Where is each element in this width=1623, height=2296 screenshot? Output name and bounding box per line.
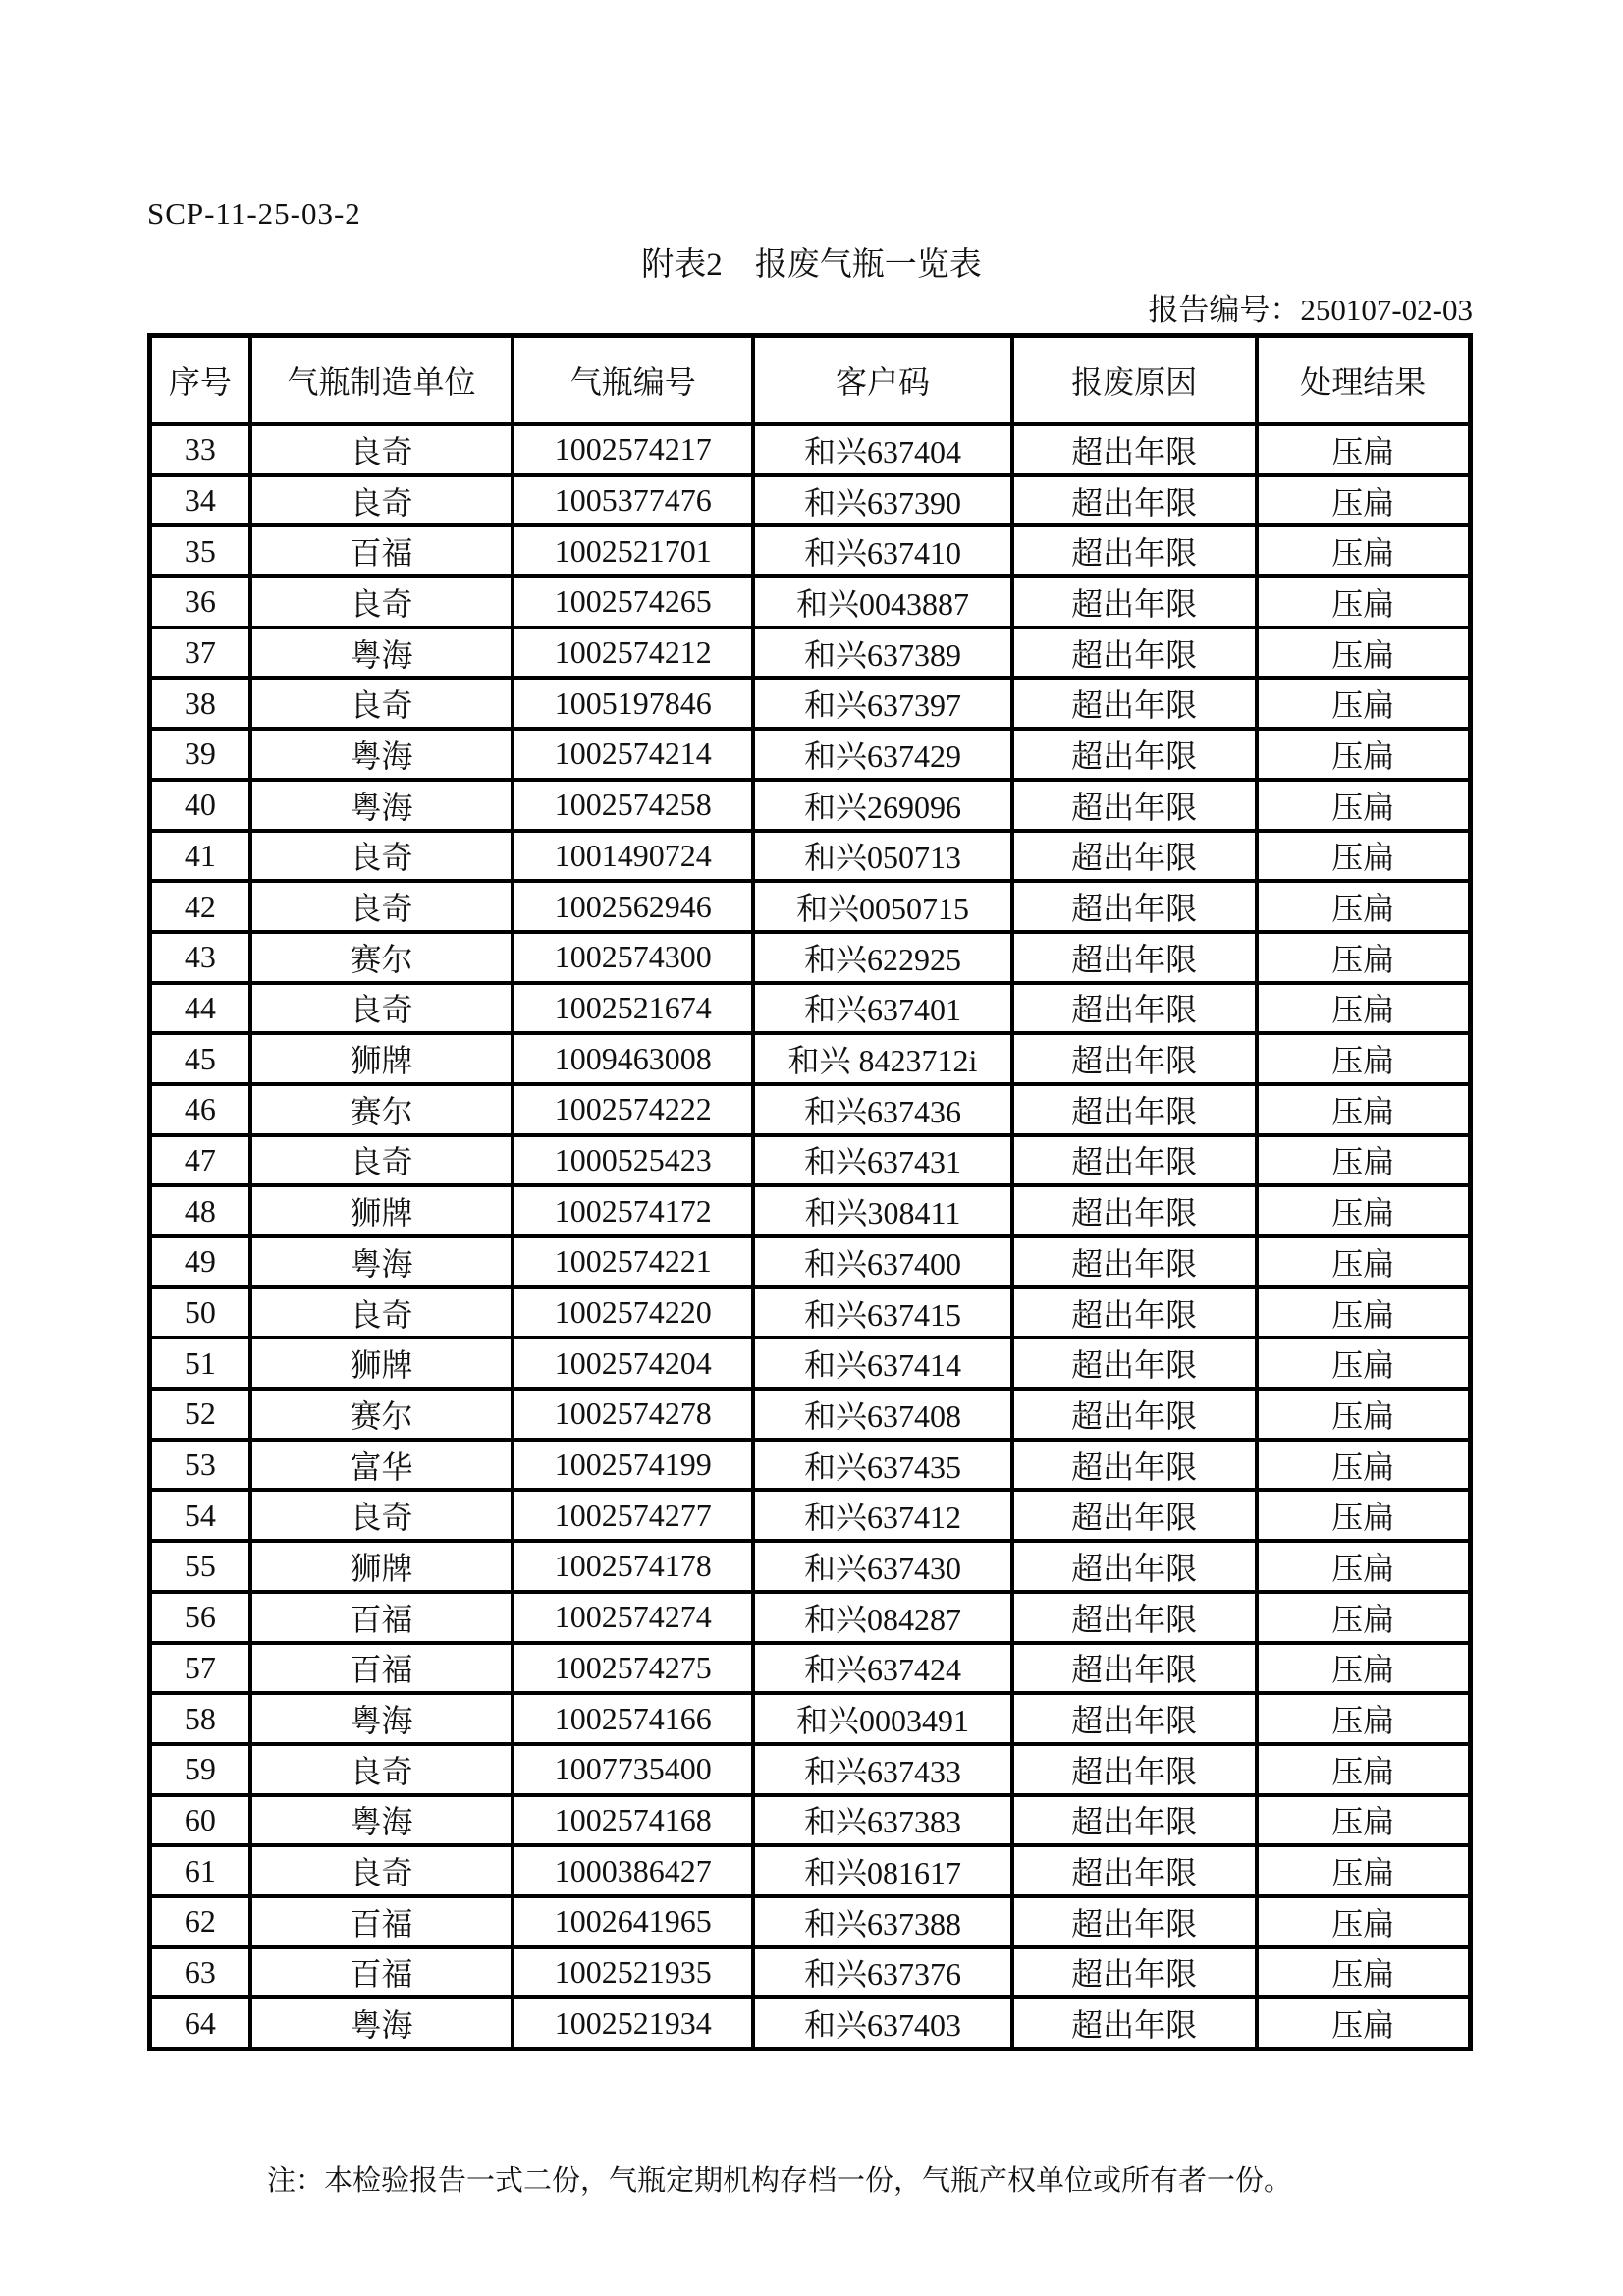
table-row bbox=[150, 1795, 1471, 1846]
cell-index: 36 bbox=[150, 576, 250, 628]
cell-index: 43 bbox=[150, 932, 250, 983]
table-row bbox=[150, 1236, 1471, 1287]
cell-disposal-result: 压扁 bbox=[1257, 1135, 1471, 1186]
table-row bbox=[150, 475, 1471, 526]
cell-disposal-result: 压扁 bbox=[1257, 1236, 1471, 1287]
cell-index: 35 bbox=[150, 525, 250, 576]
table-row bbox=[150, 780, 1471, 831]
cell-disposal-result: 压扁 bbox=[1257, 475, 1471, 526]
cell-disposal-result: 压扁 bbox=[1257, 1185, 1471, 1236]
table-row bbox=[150, 1287, 1471, 1339]
cell-manufacturer: 百福 bbox=[250, 1947, 514, 1998]
table-row bbox=[150, 678, 1471, 729]
cell-manufacturer: 良奇 bbox=[250, 1744, 514, 1795]
cell-index: 52 bbox=[150, 1389, 250, 1440]
cell-cylinder-no: 1002574178 bbox=[513, 1541, 753, 1592]
cell-index: 39 bbox=[150, 729, 250, 780]
cell-manufacturer: 良奇 bbox=[250, 881, 514, 932]
cell-cylinder-no: 1002574222 bbox=[513, 1084, 753, 1135]
cell-customer-code: 和兴269096 bbox=[753, 780, 1012, 831]
cell-manufacturer: 粤海 bbox=[250, 780, 514, 831]
cell-manufacturer: 赛尔 bbox=[250, 1389, 514, 1440]
cell-cylinder-no: 1002574300 bbox=[513, 932, 753, 983]
cell-scrap-reason: 超出年限 bbox=[1012, 1947, 1257, 1998]
cell-cylinder-no: 1002574199 bbox=[513, 1440, 753, 1491]
table-row bbox=[150, 1896, 1471, 1947]
table-row bbox=[150, 1643, 1471, 1694]
cell-manufacturer: 赛尔 bbox=[250, 932, 514, 983]
cell-cylinder-no: 1002574212 bbox=[513, 628, 753, 679]
cell-manufacturer: 百福 bbox=[250, 1643, 514, 1694]
table-head-row bbox=[150, 336, 1471, 425]
cell-customer-code: 和兴637404 bbox=[753, 424, 1012, 475]
cell-manufacturer: 良奇 bbox=[250, 424, 514, 475]
cell-customer-code: 和兴637376 bbox=[753, 1947, 1012, 1998]
cell-disposal-result: 压扁 bbox=[1257, 831, 1471, 882]
table-row bbox=[150, 1592, 1471, 1643]
column-header-manufacturer: 气瓶制造单位 bbox=[250, 336, 514, 425]
table-row bbox=[150, 1135, 1471, 1186]
cell-scrap-reason: 超出年限 bbox=[1012, 983, 1257, 1034]
cell-disposal-result: 压扁 bbox=[1257, 1997, 1471, 2049]
cell-manufacturer: 粤海 bbox=[250, 1997, 514, 2049]
cell-customer-code: 和兴622925 bbox=[753, 932, 1012, 983]
cell-cylinder-no: 1002574275 bbox=[513, 1643, 753, 1694]
table-row bbox=[150, 424, 1471, 475]
cell-disposal-result: 压扁 bbox=[1257, 678, 1471, 729]
table-row bbox=[150, 1033, 1471, 1084]
cell-customer-code: 和兴637415 bbox=[753, 1287, 1012, 1339]
cell-scrap-reason: 超出年限 bbox=[1012, 1338, 1257, 1389]
cell-scrap-reason: 超出年限 bbox=[1012, 1845, 1257, 1896]
cell-cylinder-no: 1002574168 bbox=[513, 1795, 753, 1846]
cell-cylinder-no: 1002574166 bbox=[513, 1693, 753, 1744]
cell-cylinder-no: 1002574265 bbox=[513, 576, 753, 628]
cell-index: 33 bbox=[150, 424, 250, 475]
cell-manufacturer: 狮牌 bbox=[250, 1338, 514, 1389]
cell-disposal-result: 压扁 bbox=[1257, 1541, 1471, 1592]
cell-disposal-result: 压扁 bbox=[1257, 628, 1471, 679]
cell-scrap-reason: 超出年限 bbox=[1012, 1693, 1257, 1744]
cell-customer-code: 和兴637389 bbox=[753, 628, 1012, 679]
column-header-disposal-result: 处理结果 bbox=[1257, 336, 1471, 425]
table-row bbox=[150, 1541, 1471, 1592]
cell-disposal-result: 压扁 bbox=[1257, 1744, 1471, 1795]
table-row bbox=[150, 1997, 1471, 2049]
column-header-cylinder-no: 气瓶编号 bbox=[513, 336, 753, 425]
cell-disposal-result: 压扁 bbox=[1257, 1084, 1471, 1135]
table-row bbox=[150, 628, 1471, 679]
table-row bbox=[150, 932, 1471, 983]
cell-index: 34 bbox=[150, 475, 250, 526]
cell-index: 40 bbox=[150, 780, 250, 831]
cell-disposal-result: 压扁 bbox=[1257, 424, 1471, 475]
cell-disposal-result: 压扁 bbox=[1257, 1795, 1471, 1846]
cell-scrap-reason: 超出年限 bbox=[1012, 424, 1257, 475]
cell-cylinder-no: 1000386427 bbox=[513, 1845, 753, 1896]
cell-customer-code: 和兴081617 bbox=[753, 1845, 1012, 1896]
table-row bbox=[150, 1084, 1471, 1135]
cell-customer-code: 和兴 8423712i bbox=[753, 1033, 1012, 1084]
cell-manufacturer: 良奇 bbox=[250, 983, 514, 1034]
cell-scrap-reason: 超出年限 bbox=[1012, 932, 1257, 983]
page-title: 附表2 报废气瓶一览表 bbox=[641, 247, 982, 283]
cell-scrap-reason: 超出年限 bbox=[1012, 576, 1257, 628]
scrap-cylinder-table-container bbox=[147, 333, 1473, 2051]
scrap-cylinder-table bbox=[147, 333, 1473, 2051]
cell-manufacturer: 狮牌 bbox=[250, 1033, 514, 1084]
cell-scrap-reason: 超出年限 bbox=[1012, 1389, 1257, 1440]
cell-cylinder-no: 1007735400 bbox=[513, 1744, 753, 1795]
cell-cylinder-no: 1002574214 bbox=[513, 729, 753, 780]
cell-customer-code: 和兴637414 bbox=[753, 1338, 1012, 1389]
table-row bbox=[150, 881, 1471, 932]
cell-manufacturer: 百福 bbox=[250, 1592, 514, 1643]
cell-customer-code: 和兴637403 bbox=[753, 1997, 1012, 2049]
cell-customer-code: 和兴637408 bbox=[753, 1389, 1012, 1440]
cell-disposal-result: 压扁 bbox=[1257, 1490, 1471, 1541]
cell-disposal-result: 压扁 bbox=[1257, 729, 1471, 780]
cell-disposal-result: 压扁 bbox=[1257, 1693, 1471, 1744]
cell-scrap-reason: 超出年限 bbox=[1012, 1643, 1257, 1694]
cell-disposal-result: 压扁 bbox=[1257, 983, 1471, 1034]
cell-index: 38 bbox=[150, 678, 250, 729]
cell-disposal-result: 压扁 bbox=[1257, 1845, 1471, 1896]
cell-cylinder-no: 1002574258 bbox=[513, 780, 753, 831]
table-row bbox=[150, 1440, 1471, 1491]
cell-disposal-result: 压扁 bbox=[1257, 1947, 1471, 1998]
cell-index: 50 bbox=[150, 1287, 250, 1339]
cell-cylinder-no: 1001490724 bbox=[513, 831, 753, 882]
cell-disposal-result: 压扁 bbox=[1257, 1287, 1471, 1339]
cell-manufacturer: 粤海 bbox=[250, 628, 514, 679]
cell-scrap-reason: 超出年限 bbox=[1012, 881, 1257, 932]
cell-manufacturer: 狮牌 bbox=[250, 1185, 514, 1236]
column-header-customer-code: 客户码 bbox=[753, 336, 1012, 425]
cell-customer-code: 和兴084287 bbox=[753, 1592, 1012, 1643]
report-number-line bbox=[1148, 285, 1473, 329]
cell-disposal-result: 压扁 bbox=[1257, 1592, 1471, 1643]
cell-index: 58 bbox=[150, 1693, 250, 1744]
cell-customer-code: 和兴637412 bbox=[753, 1490, 1012, 1541]
table-row bbox=[150, 983, 1471, 1034]
cell-scrap-reason: 超出年限 bbox=[1012, 1185, 1257, 1236]
cell-scrap-reason: 超出年限 bbox=[1012, 475, 1257, 526]
cell-scrap-reason: 超出年限 bbox=[1012, 1440, 1257, 1491]
table-body bbox=[150, 424, 1471, 2050]
cell-index: 49 bbox=[150, 1236, 250, 1287]
table-row bbox=[150, 1947, 1471, 1998]
cell-scrap-reason: 超出年限 bbox=[1012, 1287, 1257, 1339]
cell-cylinder-no: 1002574204 bbox=[513, 1338, 753, 1389]
cell-disposal-result: 压扁 bbox=[1257, 1440, 1471, 1491]
cell-manufacturer: 良奇 bbox=[250, 475, 514, 526]
cell-cylinder-no: 1000525423 bbox=[513, 1135, 753, 1186]
cell-index: 51 bbox=[150, 1338, 250, 1389]
table-row bbox=[150, 1338, 1471, 1389]
cell-manufacturer: 粤海 bbox=[250, 1236, 514, 1287]
cell-cylinder-no: 1002521934 bbox=[513, 1997, 753, 2049]
cell-index: 37 bbox=[150, 628, 250, 679]
cell-disposal-result: 压扁 bbox=[1257, 780, 1471, 831]
cell-manufacturer: 百福 bbox=[250, 525, 514, 576]
cell-scrap-reason: 超出年限 bbox=[1012, 678, 1257, 729]
column-header-scrap-reason: 报废原因 bbox=[1012, 336, 1257, 425]
cell-index: 63 bbox=[150, 1947, 250, 1998]
cell-scrap-reason: 超出年限 bbox=[1012, 1135, 1257, 1186]
cell-index: 61 bbox=[150, 1845, 250, 1896]
document-code: SCP-11-25-03-2 bbox=[147, 196, 361, 231]
cell-customer-code: 和兴0003491 bbox=[753, 1693, 1012, 1744]
cell-scrap-reason: 超出年限 bbox=[1012, 1084, 1257, 1135]
cell-index: 62 bbox=[150, 1896, 250, 1947]
cell-customer-code: 和兴637390 bbox=[753, 475, 1012, 526]
cell-manufacturer: 狮牌 bbox=[250, 1541, 514, 1592]
cell-cylinder-no: 1002574278 bbox=[513, 1389, 753, 1440]
cell-disposal-result: 压扁 bbox=[1257, 932, 1471, 983]
column-header-index: 序号 bbox=[150, 336, 250, 425]
cell-customer-code: 和兴637433 bbox=[753, 1744, 1012, 1795]
cell-customer-code: 和兴308411 bbox=[753, 1185, 1012, 1236]
cell-customer-code: 和兴637400 bbox=[753, 1236, 1012, 1287]
cell-manufacturer: 粤海 bbox=[250, 1693, 514, 1744]
cell-cylinder-no: 1002574221 bbox=[513, 1236, 753, 1287]
cell-manufacturer: 富华 bbox=[250, 1440, 514, 1491]
cell-cylinder-no: 1002574277 bbox=[513, 1490, 753, 1541]
cell-cylinder-no: 1002521935 bbox=[513, 1947, 753, 1998]
cell-index: 56 bbox=[150, 1592, 250, 1643]
cell-manufacturer: 良奇 bbox=[250, 831, 514, 882]
cell-cylinder-no: 1005197846 bbox=[513, 678, 753, 729]
cell-disposal-result: 压扁 bbox=[1257, 525, 1471, 576]
cell-disposal-result: 压扁 bbox=[1257, 881, 1471, 932]
cell-scrap-reason: 超出年限 bbox=[1012, 1997, 1257, 2049]
cell-manufacturer: 百福 bbox=[250, 1896, 514, 1947]
cell-index: 55 bbox=[150, 1541, 250, 1592]
cell-scrap-reason: 超出年限 bbox=[1012, 831, 1257, 882]
cell-customer-code: 和兴050713 bbox=[753, 831, 1012, 882]
cell-manufacturer: 良奇 bbox=[250, 576, 514, 628]
table-row bbox=[150, 1490, 1471, 1541]
cell-scrap-reason: 超出年限 bbox=[1012, 1236, 1257, 1287]
cell-scrap-reason: 超出年限 bbox=[1012, 729, 1257, 780]
cell-manufacturer: 良奇 bbox=[250, 1135, 514, 1186]
cell-disposal-result: 压扁 bbox=[1257, 1033, 1471, 1084]
cell-cylinder-no: 1002574274 bbox=[513, 1592, 753, 1643]
report-number-label: 报告编号： bbox=[1148, 293, 1301, 327]
cell-cylinder-no: 1002521701 bbox=[513, 525, 753, 576]
cell-index: 42 bbox=[150, 881, 250, 932]
cell-customer-code: 和兴637424 bbox=[753, 1643, 1012, 1694]
cell-disposal-result: 压扁 bbox=[1257, 1896, 1471, 1947]
cell-cylinder-no: 1005377476 bbox=[513, 475, 753, 526]
table-row bbox=[150, 576, 1471, 628]
table-row bbox=[150, 831, 1471, 882]
cell-disposal-result: 压扁 bbox=[1257, 1389, 1471, 1440]
cell-disposal-result: 压扁 bbox=[1257, 576, 1471, 628]
cell-index: 57 bbox=[150, 1643, 250, 1694]
cell-disposal-result: 压扁 bbox=[1257, 1643, 1471, 1694]
report-number-value: 250107-02-03 bbox=[1300, 293, 1473, 327]
cell-customer-code: 和兴637430 bbox=[753, 1541, 1012, 1592]
cell-scrap-reason: 超出年限 bbox=[1012, 1896, 1257, 1947]
cell-customer-code: 和兴637431 bbox=[753, 1135, 1012, 1186]
cell-manufacturer: 良奇 bbox=[250, 1845, 514, 1896]
cell-manufacturer: 良奇 bbox=[250, 678, 514, 729]
table-row bbox=[150, 1389, 1471, 1440]
cell-index: 59 bbox=[150, 1744, 250, 1795]
cell-scrap-reason: 超出年限 bbox=[1012, 628, 1257, 679]
footer-note: 注：本检验报告一式二份，气瓶定期机构存档一份，气瓶产权单位或所有者一份。 bbox=[267, 2165, 1293, 2197]
cell-scrap-reason: 超出年限 bbox=[1012, 1795, 1257, 1846]
cell-index: 47 bbox=[150, 1135, 250, 1186]
cell-scrap-reason: 超出年限 bbox=[1012, 1541, 1257, 1592]
cell-manufacturer: 良奇 bbox=[250, 1490, 514, 1541]
cell-cylinder-no: 1002574220 bbox=[513, 1287, 753, 1339]
cell-scrap-reason: 超出年限 bbox=[1012, 1490, 1257, 1541]
cell-customer-code: 和兴0050715 bbox=[753, 881, 1012, 932]
cell-customer-code: 和兴637397 bbox=[753, 678, 1012, 729]
cell-manufacturer: 粤海 bbox=[250, 1795, 514, 1846]
cell-cylinder-no: 1002574217 bbox=[513, 424, 753, 475]
cell-index: 60 bbox=[150, 1795, 250, 1846]
table-row bbox=[150, 1185, 1471, 1236]
cell-scrap-reason: 超出年限 bbox=[1012, 1744, 1257, 1795]
cell-scrap-reason: 超出年限 bbox=[1012, 525, 1257, 576]
cell-cylinder-no: 1002574172 bbox=[513, 1185, 753, 1236]
cell-index: 54 bbox=[150, 1490, 250, 1541]
cell-manufacturer: 粤海 bbox=[250, 729, 514, 780]
cell-customer-code: 和兴637383 bbox=[753, 1795, 1012, 1846]
cell-customer-code: 和兴637401 bbox=[753, 983, 1012, 1034]
cell-customer-code: 和兴637429 bbox=[753, 729, 1012, 780]
table-row bbox=[150, 729, 1471, 780]
cell-scrap-reason: 超出年限 bbox=[1012, 1033, 1257, 1084]
table-row bbox=[150, 525, 1471, 576]
cell-cylinder-no: 1002562946 bbox=[513, 881, 753, 932]
cell-index: 46 bbox=[150, 1084, 250, 1135]
cell-scrap-reason: 超出年限 bbox=[1012, 780, 1257, 831]
cell-index: 41 bbox=[150, 831, 250, 882]
cell-customer-code: 和兴0043887 bbox=[753, 576, 1012, 628]
table-row bbox=[150, 1693, 1471, 1744]
cell-manufacturer: 良奇 bbox=[250, 1287, 514, 1339]
table-row bbox=[150, 1845, 1471, 1896]
cell-index: 64 bbox=[150, 1997, 250, 2049]
cell-customer-code: 和兴637435 bbox=[753, 1440, 1012, 1491]
cell-index: 48 bbox=[150, 1185, 250, 1236]
cell-index: 53 bbox=[150, 1440, 250, 1491]
cell-cylinder-no: 1002641965 bbox=[513, 1896, 753, 1947]
cell-index: 45 bbox=[150, 1033, 250, 1084]
cell-customer-code: 和兴637388 bbox=[753, 1896, 1012, 1947]
cell-customer-code: 和兴637410 bbox=[753, 525, 1012, 576]
cell-disposal-result: 压扁 bbox=[1257, 1338, 1471, 1389]
table-row bbox=[150, 1744, 1471, 1795]
cell-customer-code: 和兴637436 bbox=[753, 1084, 1012, 1135]
cell-cylinder-no: 1002521674 bbox=[513, 983, 753, 1034]
cell-cylinder-no: 1009463008 bbox=[513, 1033, 753, 1084]
cell-scrap-reason: 超出年限 bbox=[1012, 1592, 1257, 1643]
cell-manufacturer: 赛尔 bbox=[250, 1084, 514, 1135]
cell-index: 44 bbox=[150, 983, 250, 1034]
